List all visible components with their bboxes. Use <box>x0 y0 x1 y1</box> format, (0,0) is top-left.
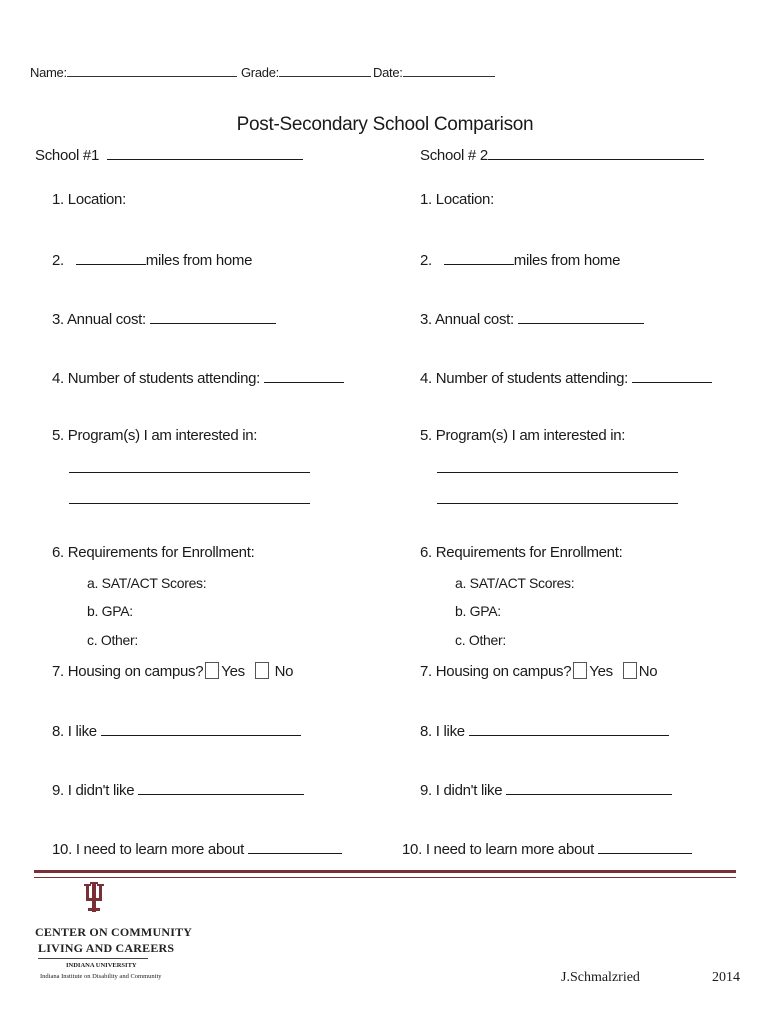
miles-blank[interactable] <box>76 250 146 265</box>
like-blank[interactable] <box>469 721 669 736</box>
logo-line-1: CENTER ON COMMUNITY <box>35 925 193 939</box>
learn-more-field[interactable] <box>402 839 692 858</box>
date-blank[interactable] <box>403 64 495 77</box>
miles-field[interactable] <box>420 250 620 269</box>
school-2-field[interactable] <box>420 145 704 164</box>
miles-field[interactable] <box>52 250 252 269</box>
school-1-blank[interactable] <box>107 145 303 160</box>
date-field[interactable] <box>373 64 495 80</box>
housing-field <box>420 662 657 680</box>
students-label: 4. Number of students attending: <box>52 370 261 387</box>
page-title: Post-Secondary School Comparison <box>236 114 534 135</box>
gpa-label: b. GPA: <box>87 603 133 619</box>
name-blank[interactable] <box>67 64 237 77</box>
like-field[interactable] <box>420 721 669 740</box>
housing-no-label: No <box>274 663 294 680</box>
learn-more-label: 10. I need to learn more about <box>52 841 244 858</box>
sat-act-label: a. SAT/ACT Scores: <box>87 575 207 591</box>
students-field[interactable] <box>52 368 344 387</box>
annual-cost-label: 3. Annual cost: <box>420 311 514 328</box>
students-label: 4. Number of students attending: <box>420 370 629 387</box>
year: 2014 <box>712 970 740 985</box>
logo-line-4: Indiana Institute on Disability and Community <box>40 973 162 980</box>
iu-trident-icon <box>84 882 104 917</box>
programs-blank-2[interactable] <box>437 489 678 504</box>
annual-cost-blank[interactable] <box>518 309 644 324</box>
miles-number: 2. <box>52 252 64 269</box>
learn-more-label: 10. I need to learn more about <box>402 841 594 858</box>
students-blank[interactable] <box>632 368 712 383</box>
housing-yes-checkbox[interactable] <box>573 662 587 679</box>
school-1-field[interactable] <box>35 145 303 164</box>
didnt-like-field[interactable] <box>420 780 672 799</box>
didnt-like-field[interactable] <box>52 780 304 799</box>
annual-cost-field[interactable] <box>420 309 644 328</box>
miles-blank[interactable] <box>444 250 514 265</box>
didnt-like-label: 9. I didn't like <box>52 782 135 799</box>
footer-rule-thick <box>34 870 736 873</box>
school-2-blank[interactable] <box>488 145 704 160</box>
author-name: J.Schmalzried <box>561 970 640 985</box>
miles-number: 2. <box>420 252 432 269</box>
annual-cost-field[interactable] <box>52 309 276 328</box>
other-label: c. Other: <box>87 632 138 648</box>
housing-no-label: No <box>638 663 658 680</box>
housing-label: 7. Housing on campus? <box>52 663 204 680</box>
gpa-label: b. GPA: <box>455 603 501 619</box>
sat-act-label: a. SAT/ACT Scores: <box>455 575 575 591</box>
didnt-like-blank[interactable] <box>506 780 672 795</box>
logo-line-3: INDIANA UNIVERSITY <box>66 962 137 969</box>
location-label: 1. Location: <box>420 191 494 208</box>
name-field[interactable] <box>30 64 237 80</box>
date-label: Date: <box>373 65 403 80</box>
requirements-label: 6. Requirements for Enrollment: <box>420 544 623 561</box>
like-label: 8. I like <box>420 723 465 740</box>
school-1-label: School #1 <box>35 147 100 164</box>
housing-yes-label: Yes <box>221 663 245 680</box>
logo-line-2: LIVING AND CAREERS <box>38 941 175 955</box>
requirements-label: 6. Requirements for Enrollment: <box>52 544 255 561</box>
grade-label: Grade: <box>241 65 279 80</box>
other-label: c. Other: <box>455 632 506 648</box>
housing-yes-checkbox[interactable] <box>205 662 219 679</box>
learn-more-blank[interactable] <box>248 839 342 854</box>
logo-divider <box>38 958 148 959</box>
annual-cost-label: 3. Annual cost: <box>52 311 146 328</box>
learn-more-field[interactable] <box>52 839 342 858</box>
students-field[interactable] <box>420 368 712 387</box>
housing-label: 7. Housing on campus? <box>420 663 572 680</box>
name-label: Name: <box>30 65 67 80</box>
grade-blank[interactable] <box>279 64 371 77</box>
programs-label: 5. Program(s) I am interested in: <box>420 427 626 444</box>
students-blank[interactable] <box>264 368 344 383</box>
like-label: 8. I like <box>52 723 97 740</box>
learn-more-blank[interactable] <box>598 839 692 854</box>
location-label: 1. Location: <box>52 191 126 208</box>
footer-rule-thin <box>34 877 736 878</box>
programs-label: 5. Program(s) I am interested in: <box>52 427 258 444</box>
housing-no-checkbox[interactable] <box>623 662 637 679</box>
didnt-like-blank[interactable] <box>138 780 304 795</box>
housing-yes-label: Yes <box>589 663 613 680</box>
like-field[interactable] <box>52 721 301 740</box>
programs-blank-1[interactable] <box>437 458 678 473</box>
didnt-like-label: 9. I didn't like <box>420 782 503 799</box>
housing-field <box>52 662 293 680</box>
miles-label: miles from home <box>513 252 621 269</box>
grade-field[interactable] <box>241 64 371 80</box>
housing-no-checkbox[interactable] <box>255 662 269 679</box>
like-blank[interactable] <box>101 721 301 736</box>
programs-blank-1[interactable] <box>69 458 310 473</box>
annual-cost-blank[interactable] <box>150 309 276 324</box>
miles-label: miles from home <box>145 252 253 269</box>
school-2-label: School # 2 <box>420 147 488 164</box>
programs-blank-2[interactable] <box>69 489 310 504</box>
